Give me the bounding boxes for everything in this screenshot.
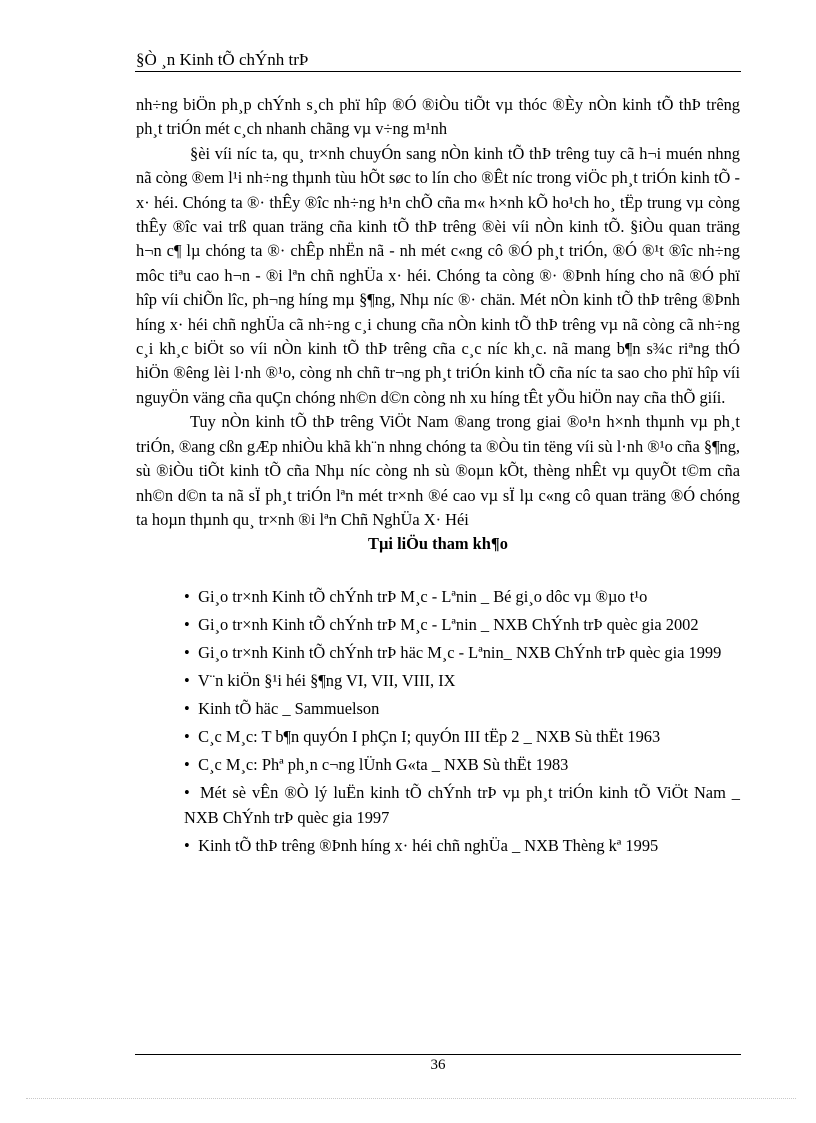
- reference-item: [184, 752, 740, 777]
- reference-text: Kinh tÕ häc _ Sammuelson: [198, 699, 380, 719]
- references-list: [136, 584, 740, 858]
- reference-text: V¨n kiÖn §¹i héi §¶ng VI, VII, VIII, IX: [197, 671, 456, 691]
- header-divider: [135, 71, 741, 72]
- reference-text: Gi¸o tr×nh Kinh tÕ chÝnh trÞ M¸c - Lªnin _ Bé gi¸o dôc vµ ®µo t¹o: [198, 587, 648, 607]
- bullet-icon: •: [184, 699, 190, 719]
- reference-item: [184, 668, 740, 693]
- page-number: 36: [430, 1057, 446, 1073]
- references-heading: Tµi liÖu tham kh¶o: [368, 534, 508, 554]
- reference-text: Kinh tÕ thÞ trêng ®Þnh híng x· héi chñ nghÜa _ NXB Thèng kª 1995: [198, 836, 659, 856]
- reference-text: C¸c M¸c: Phª ph¸n c¬ng lÜnh G«ta _ NXB Sù thËt 1983: [198, 755, 569, 775]
- bullet-icon: •: [184, 836, 190, 856]
- reference-text: Mét sè vÊn ®Ò lý luËn kinh tÕ chÝnh trÞ vµ ph¸t triÓn kinh tÕ ViÖt Nam _ NXB ChÝnh trÞ quèc gia 1997: [184, 783, 740, 828]
- paragraph: §èi víi níc ta, qu¸ tr×nh chuyÓn sang nÒn kinh tÕ thÞ trêng tuy cã h¬i muén nhng nã còng ®em l¹i nh÷ng thµnh tùu hÕt søc to lín cho ®Êt níc trong viÖc ph¸t triÓn kinh tÕ - x· héi. Chóng ta ®· thÊy ®îc nh÷ng h¹n chÕ cña m« h×nh kÕ ho¹ch ho¸ tËp trung vµ còng thÊy ®îc vai trß quan träng cña kinh tÕ thÞ trêng ®èi víi nÒn kinh tÕ. §iÒu quan träng h¬n c¶ lµ chóng ta ®· chÊp nhËn nã - nh mét c«ng cô ®Ó ph¸t triÓn, ®Ó ®¹t ®îc nh÷ng môc tiªu cao h¬n - ®i lªn chñ nghÜa x· héi. Chóng ta còng ®· ®Þnh híng cho nã ®Ó phï hîp víi chiÕn lîc, ph¬ng híng mµ §¶ng, Nhµ níc ®· chän. Mét nÒn kinh tÕ thÞ trêng ®Þnh híng x· héi chñ nghÜa cã nh÷ng c¸i chung cña nÒn kinh tÕ thÞ trêng vµ nã còng cã nh÷ng c¸i kh¸c biÖt so víi nÒn kinh tÕ thÞ trêng cña c¸c níc kh¸c. nã mang b¶n s¾c riªng thÓ hiÖn ®êng lèi l·nh ®¹o, còng nh chñ tr¬ng ph¸t triÓn kinh tÕ cña níc ta sao cho phï hîp víi nguyÖn väng cña quÇn chóng nh©n d©n còng nh xu híng tÊt yÕu hiÖn nay cña thÕ giíi.: [136, 143, 740, 407]
- footer-divider: [135, 1054, 741, 1055]
- running-header: §Ò ¸n Kinh tÕ chÝnh trÞ: [136, 50, 309, 69]
- bullet-icon: •: [184, 615, 190, 635]
- bullet-icon: •: [184, 671, 190, 691]
- page-edge-guide: [26, 1098, 796, 1099]
- reference-text: C¸c M¸c: T b¶n quyÓn I phÇn I; quyÓn III tËp 2 _ NXB Sù thËt 1963: [198, 727, 661, 747]
- paragraph-continuation: nh÷ng biÖn ph¸p chÝnh s¸ch phï hîp ®Ó ®iÒu tiÕt vµ thóc ®Èy nÒn kinh tÕ thÞ trêng ph¸t triÓn mét c¸ch nhanh chãng vµ v÷ng m¹nh: [136, 95, 740, 139]
- reference-text: Gi¸o tr×nh Kinh tÕ chÝnh trÞ M¸c - Lªnin _ NXB ChÝnh trÞ quèc gia 2002: [198, 615, 699, 635]
- reference-text: Gi¸o tr×nh Kinh tÕ chÝnh trÞ häc M¸c - Lªnin_ NXB ChÝnh trÞ quèc gia 1999: [198, 643, 722, 663]
- reference-item: [184, 780, 740, 830]
- bullet-icon: •: [184, 727, 190, 747]
- reference-item: [184, 696, 740, 721]
- bullet-icon: •: [184, 783, 190, 803]
- reference-item: [184, 612, 740, 637]
- bullet-icon: •: [184, 643, 190, 663]
- reference-item: [184, 833, 740, 858]
- paragraph: Tuy nÒn kinh tÕ thÞ trêng ViÖt Nam ®ang trong giai ®o¹n h×nh thµnh vµ ph¸t triÓn, ®ang cßn gÆp nhiÒu khã kh¨n nhng chóng ta ®Òu tin tëng víi sù l·nh ®¹o cña §¶ng, sù ®iÒu tiÕt kinh tÕ cña Nhµ níc còng nh sù ®oµn kÕt, thèng nhÊt vµ quyÕt t©m cña nh©n d©n ta nã sÏ ph¸t triÓn lªn mét tr×nh ®é cao vµ sÏ lµ c«ng cô quan träng ®Ó chóng ta hoµn thµnh qu¸ tr×nh ®i lªn Chñ NghÜa X· Héi: [136, 412, 740, 529]
- page-body: [136, 93, 740, 861]
- bullet-icon: •: [184, 755, 190, 775]
- reference-item: [184, 584, 740, 609]
- bullet-icon: •: [184, 587, 190, 607]
- reference-item: [184, 640, 740, 665]
- reference-item: [184, 724, 740, 749]
